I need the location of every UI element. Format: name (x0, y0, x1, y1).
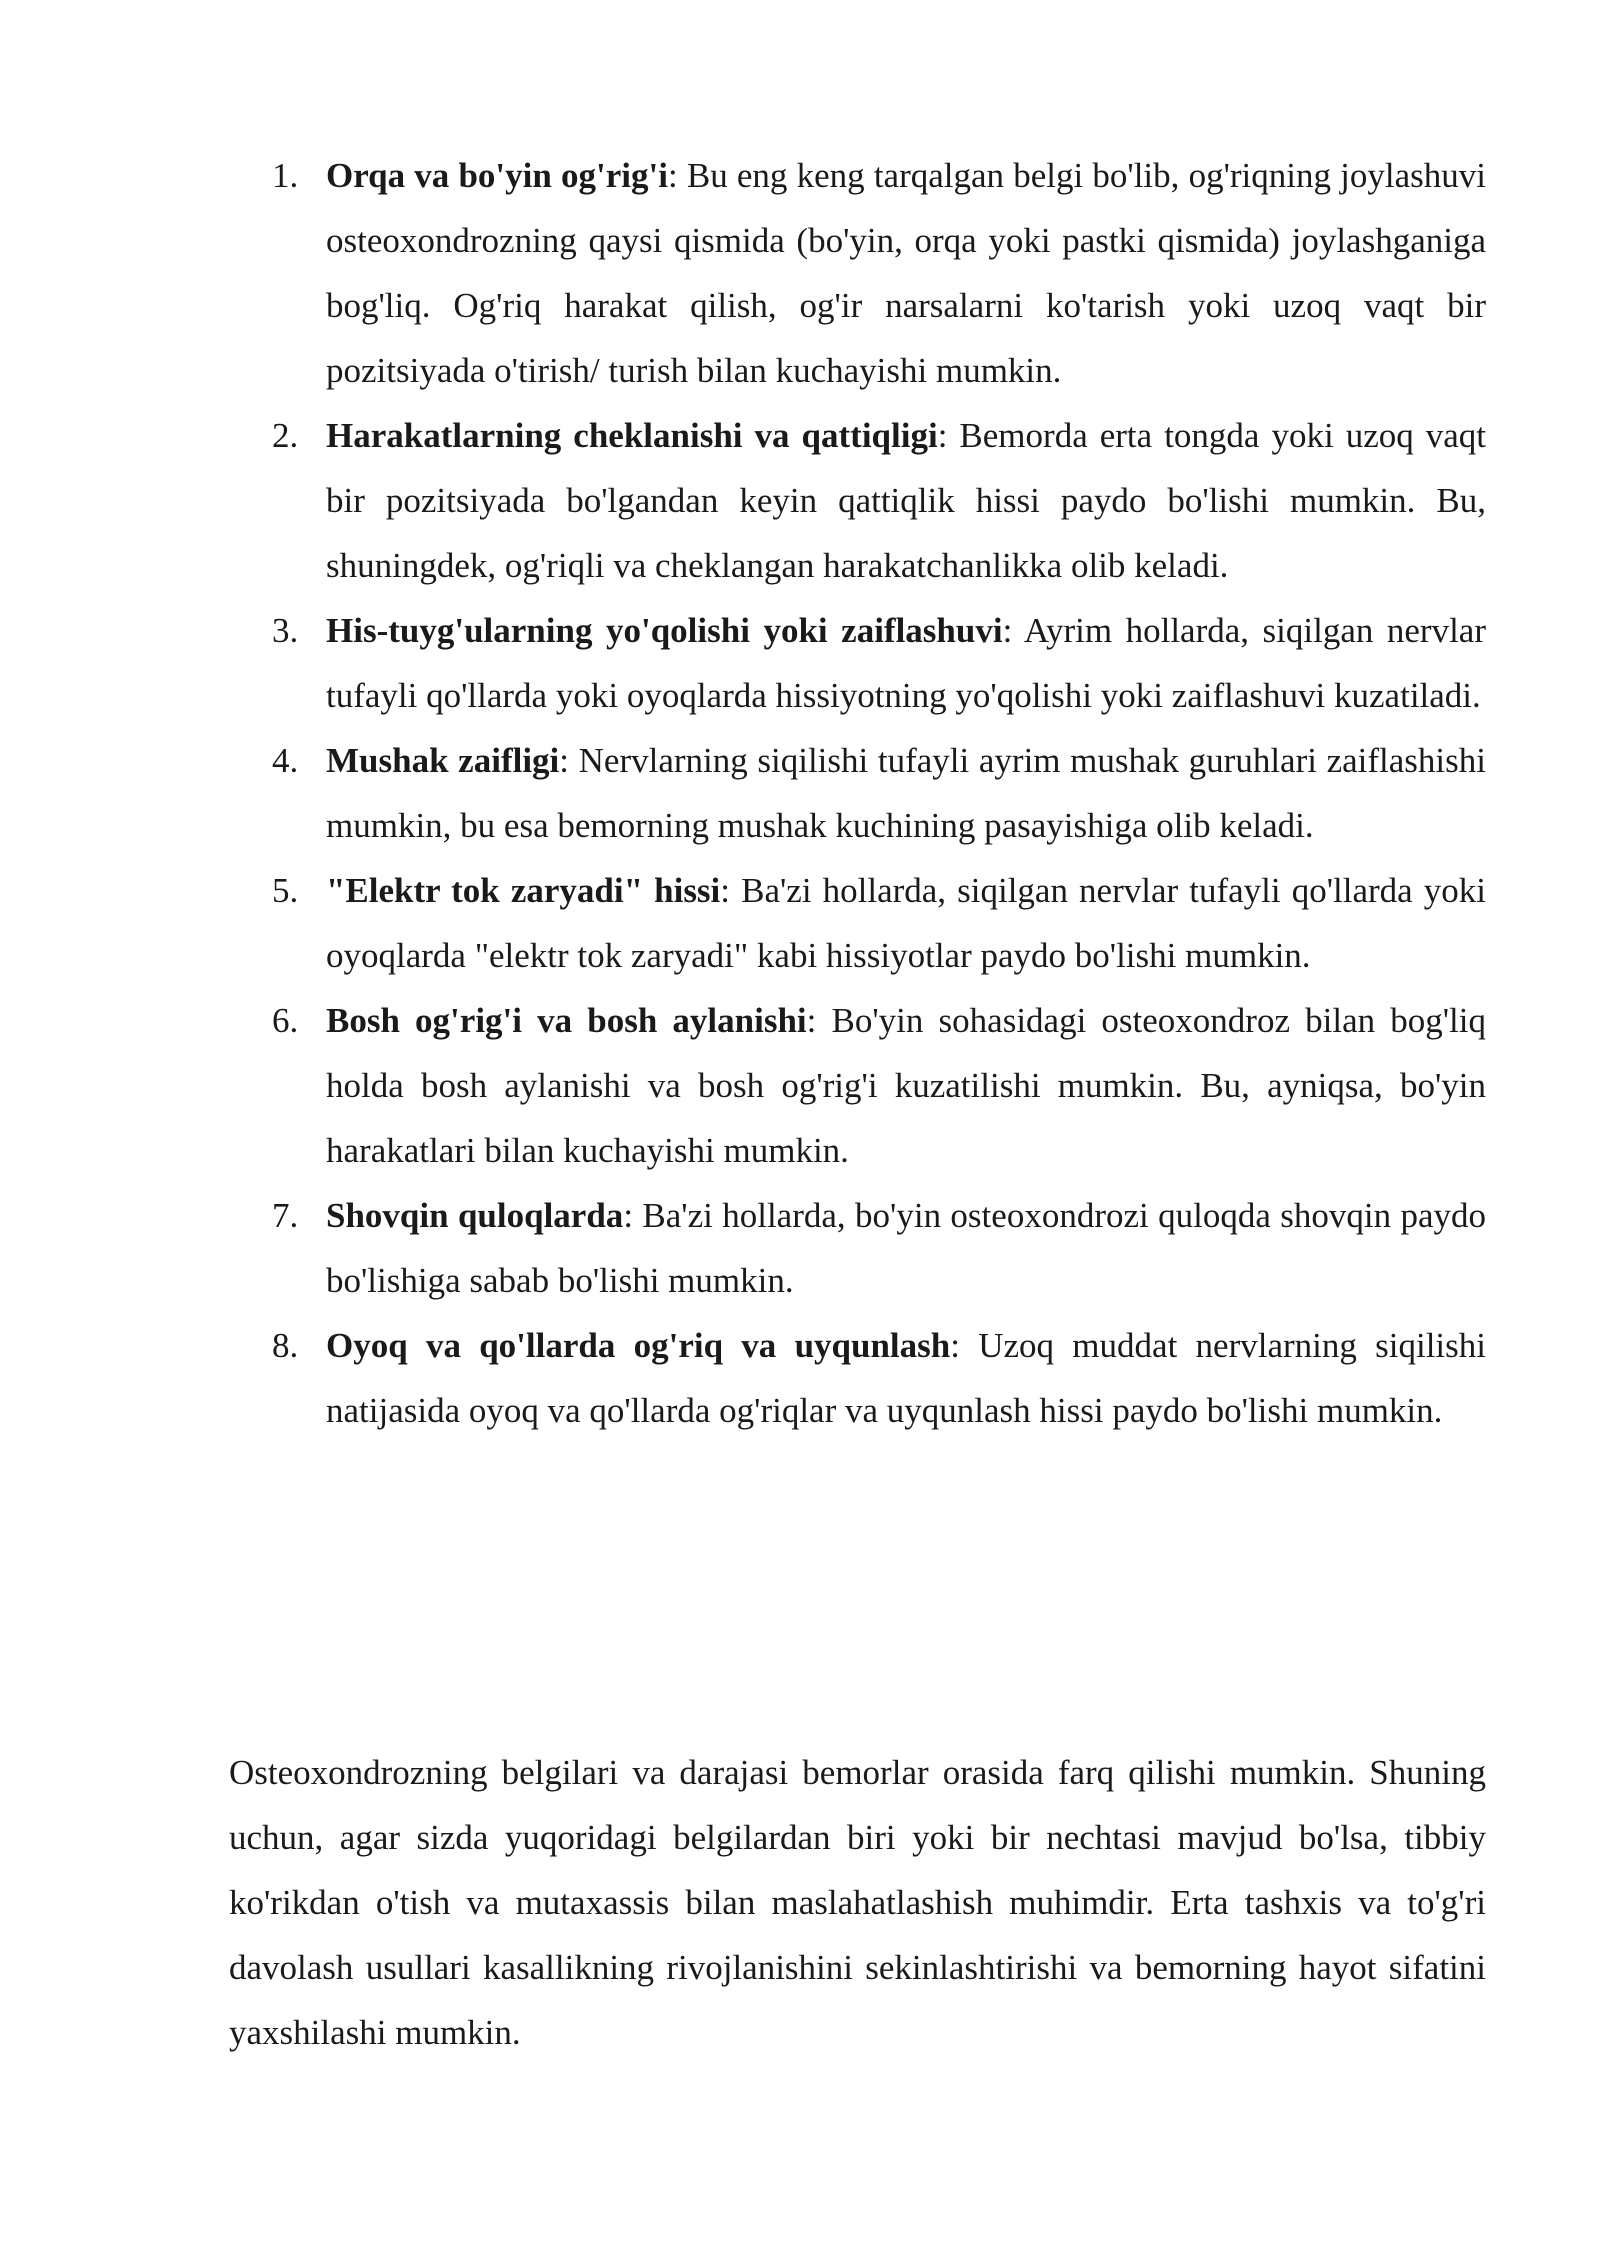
list-item-title: "Elektr tok zaryadi" hissi (326, 871, 721, 910)
list-item (272, 143, 1486, 403)
list-item-title: Oyoq va qo'llarda og'riq va uyqunlash (326, 1326, 951, 1365)
list-item-title: Orqa va bo'yin og'rig'i (326, 156, 668, 195)
list-item-number: 7. (272, 1196, 299, 1235)
list-item-separator: : (559, 741, 570, 780)
list-item (272, 1183, 1486, 1313)
list-item-number: 4. (272, 741, 299, 780)
list-item-number: 2. (272, 416, 299, 455)
list-item-number: 3. (272, 611, 299, 650)
list-item-text: Ba'zi hollarda, bo'yin osteoxondrozi quloqda shovqin paydo bo'lishiga sabab bo'lishi mumkin. (326, 1196, 1486, 1300)
list-item (272, 858, 1486, 988)
list-item (272, 728, 1486, 858)
list-item-text: Ayrim hollarda, siqilgan nervlar tufayli qo'llarda yoki oyoqlarda hissiyotning yo'qolishi yoki zaiflashuvi kuzatiladi. (326, 611, 1487, 715)
list-item (272, 598, 1487, 728)
symptoms-list (272, 143, 1487, 1443)
list-item-number: 1. (272, 156, 299, 195)
list-item-text: Nervlarning siqilishi tufayli ayrim mushak guruhlari zaiflashishi mumkin, bu esa bemorning mushak kuchining pasayishiga olib keladi. (326, 741, 1486, 845)
list-item-title: Bosh og'rig'i va bosh aylanishi (326, 1001, 807, 1040)
list-item-number: 6. (272, 1001, 299, 1040)
list-item (272, 403, 1486, 598)
list-item-text: Bemorda erta tongda yoki uzoq vaqt bir pozitsiyada bo'lgandan keyin qattiqlik hissi paydo bo'lishi mumkin. Bu, shuningdek, og'riqli va cheklangan harakatchanlikka olib keladi. (326, 416, 1486, 585)
list-item-separator: : (937, 416, 948, 455)
list-item-title: Harakatlarning cheklanishi va qattiqligi (326, 416, 938, 455)
list-item-separator: : (806, 1001, 817, 1040)
list-item-separator: : (950, 1326, 960, 1365)
list-item-separator: : (667, 156, 678, 195)
list-item-number: 5. (272, 871, 299, 910)
list-item-number: 8. (272, 1326, 299, 1365)
list-item-text: Uzoq muddat nervlarning siqilishi natijasida oyoq va qo'llarda og'riqlar va uyqunlash hissi paydo bo'lishi mumkin. (326, 1326, 1487, 1430)
list-item-text: Bu eng keng tarqalgan belgi bo'lib, og'riqning joylashuvi osteoxondrozning qaysi qismida (bo'yin, orqa yoki pastki qismida) joylashganiga bog'liq. Og'riq harakat qilish, og'ir narsalarni ko'tarish yoki uzoq vaqt bir pozitsiyada o'tirish/ turish bilan kuchayishi mumkin. (326, 156, 1486, 390)
list-item-separator: : (1002, 611, 1013, 650)
list-item-title: His-tuyg'ularning yo'qolishi yoki zaiflashuvi (326, 611, 1003, 650)
list-item (272, 1313, 1487, 1443)
list-item-text: Ba'zi hollarda, siqilgan nervlar tufayli qo'llarda yoki oyoqlarda "elektr tok zaryadi" kabi hissiyotlar paydo bo'lishi mumkin. (326, 871, 1486, 975)
list-item (272, 988, 1486, 1183)
list-item-separator: : (623, 1196, 634, 1235)
closing-paragraph: Osteoxondrozning belgilari va darajasi bemorlar orasida farq qilishi mumkin. Shuning uchun, agar sizda yuqoridagi belgilardan biri yoki bir nechtasi mavjud bo'lsa, tibbiy ko'rikdan o'tish va mutaxassis bilan maslahatlashish muhimdir. Erta tashxis va to'g'ri davolash usullari kasallikning rivojlanishini sekinlashtirishi va bemorning hayot sifatini yaxshilashi mumkin. (229, 1753, 1486, 2052)
list-item-title: Shovqin quloqlarda (326, 1196, 624, 1235)
list-item-title: Mushak zaifligi (326, 741, 560, 780)
list-item-separator: : (720, 871, 731, 910)
list-item-text: Bo'yin sohasidagi osteoxondroz bilan bog'liq holda bosh aylanishi va bosh og'rig'i kuzatilishi mumkin. Bu, ayniqsa, bo'yin harakatlari bilan kuchayishi mumkin. (326, 1001, 1486, 1170)
